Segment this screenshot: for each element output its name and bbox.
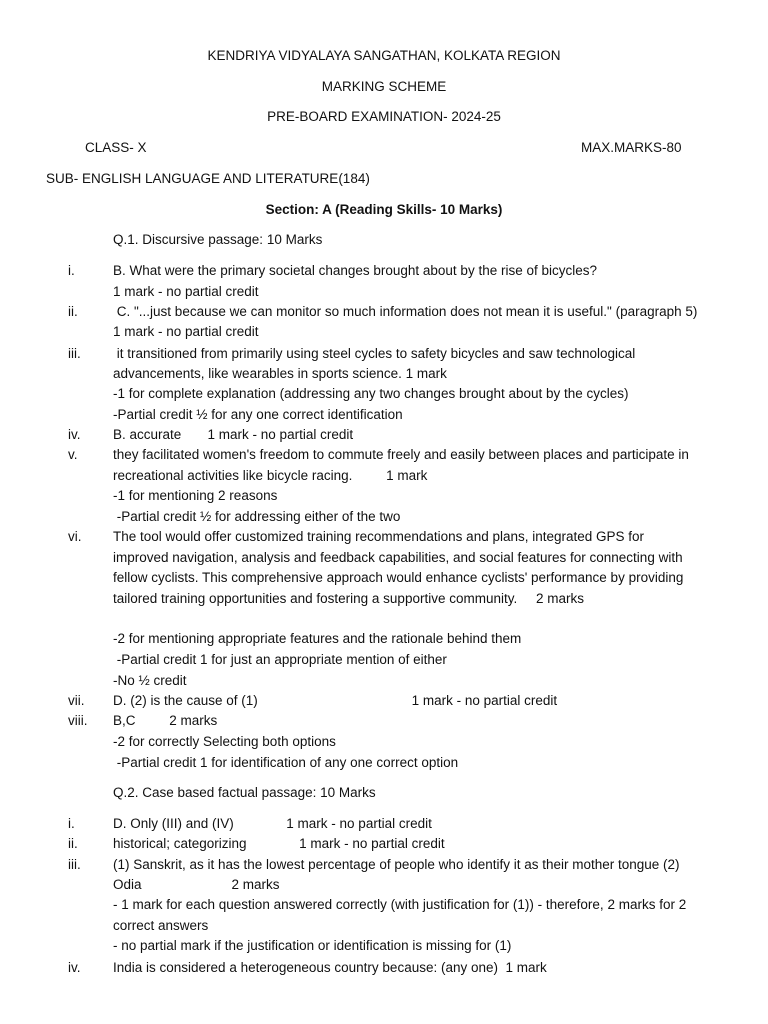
q2-heading: Q.2. Case based factual passage: 10 Marks — [113, 785, 376, 800]
answer-line: -2 for correctly Selecting both options — [113, 734, 336, 749]
org-title: KENDRIYA VIDYALAYA SANGATHAN, KOLKATA REGION — [207, 48, 561, 63]
answer-line: B. What were the primary societal changes brought about by the rise of bicycles? — [113, 263, 597, 278]
item-number: ii. — [68, 836, 78, 851]
answer-line: D. (2) is the cause of (1) 1 mark - no partial credit — [113, 693, 558, 708]
item-number: vii. — [68, 693, 85, 708]
section-title: Section: A (Reading Skills- 10 Marks) — [265, 202, 503, 217]
item-number: ii. — [68, 304, 78, 319]
answer-line: B,C 2 marks — [113, 713, 218, 728]
item-number: i. — [68, 816, 75, 831]
answer-line: -Partial credit ½ for addressing either of the two — [113, 509, 401, 524]
item-number: iii. — [68, 346, 81, 361]
item-number: v. — [68, 447, 78, 462]
answer-line: India is considered a heterogeneous country because: (any one) 1 mark — [113, 960, 547, 975]
answer-line: recreational activities like bicycle racing. 1 mark — [113, 468, 428, 483]
answer-line: -Partial credit ½ for any one correct identification — [113, 407, 403, 422]
max-marks-label: MAX.MARKS-80 — [581, 140, 682, 155]
answer-line: - 1 mark for each question answered correctly (with justification for (1)) - therefore, 2 marks for 2 — [113, 897, 687, 912]
q1-heading: Q.1. Discursive passage: 10 Marks — [113, 232, 323, 247]
answer-line: -1 for mentioning 2 reasons — [113, 488, 278, 503]
answer-line: -2 for mentioning appropriate features and the rationale behind them — [113, 631, 522, 646]
answer-line: - no partial mark if the justification or identification is missing for (1) — [113, 938, 512, 953]
answer-line: Odia 2 marks — [113, 877, 280, 892]
answer-line: they facilitated women's freedom to commute freely and easily between places and participate in — [113, 447, 689, 462]
answer-line: advancements, like wearables in sports science. 1 mark — [113, 366, 447, 381]
class-label: CLASS- X — [85, 140, 147, 155]
item-number: iii. — [68, 857, 81, 872]
answer-line: The tool would offer customized training recommendations and plans, integrated GPS for — [113, 529, 645, 544]
subject-label: SUB- ENGLISH LANGUAGE AND LITERATURE(184) — [46, 171, 370, 186]
exam-title: PRE-BOARD EXAMINATION- 2024-25 — [267, 109, 501, 124]
answer-line: improved navigation, analysis and feedback capabilities, and social features for connecting with — [113, 550, 683, 565]
item-number: i. — [68, 263, 75, 278]
answer-line: historical; categorizing 1 mark - no partial credit — [113, 836, 445, 851]
answer-line: 1 mark - no partial credit — [113, 284, 259, 299]
answer-line: C. "...just because we can monitor so much information does not mean it is useful." (paragraph 5) — [113, 304, 698, 319]
answer-line: correct answers — [113, 918, 209, 933]
item-number: vi. — [68, 529, 82, 544]
answer-line: -Partial credit 1 for identification of any one correct option — [113, 755, 459, 770]
answer-line: B. accurate 1 mark - no partial credit — [113, 427, 354, 442]
answer-line: -No ½ credit — [113, 673, 187, 688]
answer-line: D. Only (III) and (IV) 1 mark - no partial credit — [113, 816, 432, 831]
answer-line: 1 mark - no partial credit — [113, 324, 259, 339]
item-number: iv. — [68, 960, 81, 975]
doc-type: MARKING SCHEME — [321, 79, 447, 94]
answer-line: it transitioned from primarily using steel cycles to safety bicycles and saw technological — [113, 346, 636, 361]
answer-line: -1 for complete explanation (addressing any two changes brought about by the cycles) — [113, 386, 629, 401]
answer-line: (1) Sanskrit, as it has the lowest percentage of people who identify it as their mother tongue (2) — [113, 857, 680, 872]
answer-line: -Partial credit 1 for just an appropriate mention of either — [113, 652, 447, 667]
item-number: viii. — [68, 713, 88, 728]
item-number: iv. — [68, 427, 81, 442]
answer-line: tailored training opportunities and fostering a supportive community. 2 marks — [113, 591, 584, 606]
answer-line: fellow cyclists. This comprehensive approach would enhance cyclists' performance by providing — [113, 570, 684, 585]
